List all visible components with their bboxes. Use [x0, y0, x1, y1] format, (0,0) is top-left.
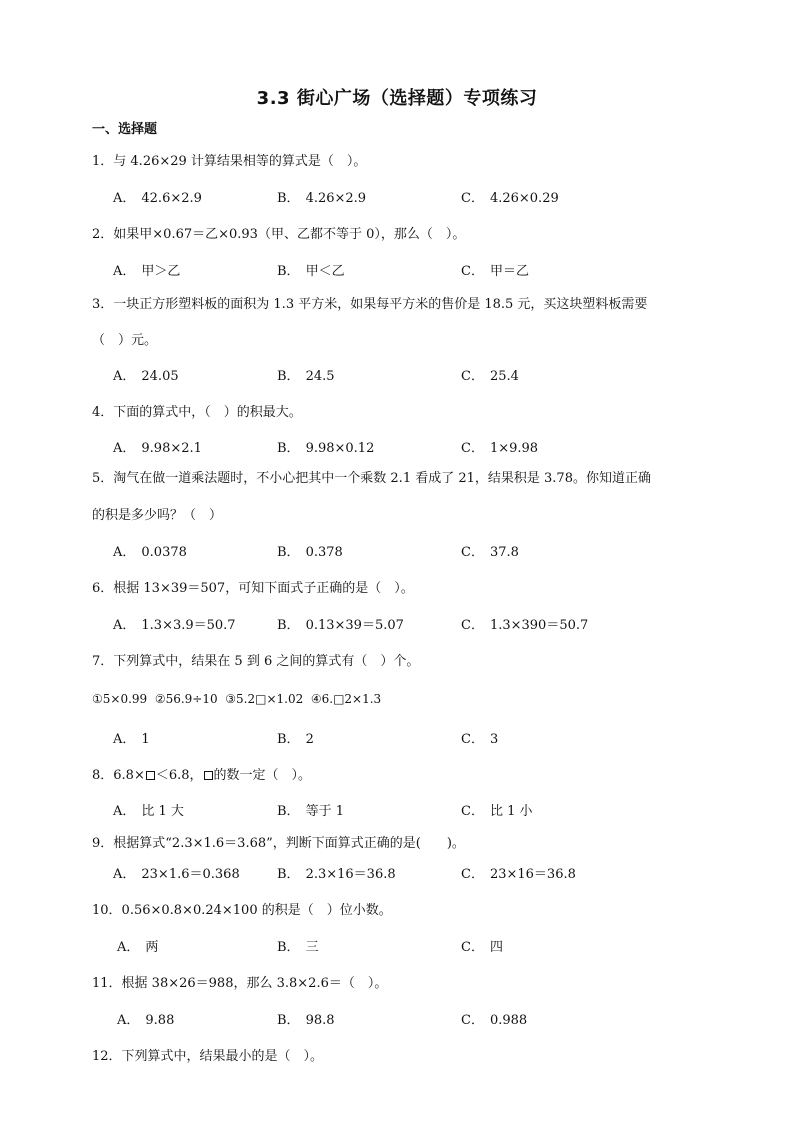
question-number: 9．	[92, 836, 114, 851]
option-letter: A．	[113, 545, 136, 560]
question-number: 5．	[92, 471, 114, 486]
question-number: 11．	[92, 976, 122, 991]
option-b[interactable]	[277, 800, 344, 819]
option-a[interactable]	[113, 863, 240, 882]
option-text: 等于 1	[305, 804, 344, 819]
question-11	[92, 972, 387, 991]
option-letter: B．	[277, 804, 300, 819]
question-number: 12．	[92, 1049, 122, 1064]
option-text: 0.0378	[141, 545, 187, 560]
question-number: 2．	[92, 227, 114, 242]
question-text: 下列算式中，结果最小的是（ ）。	[121, 1049, 324, 1064]
question-text: 根据 13×39＝507，可知下面式子正确的是（ ）。	[113, 581, 414, 596]
option-text: 四	[489, 940, 503, 955]
question-number: 8．	[92, 768, 114, 783]
option-c[interactable]	[461, 863, 576, 882]
question-text: 根据 38×26＝988，那么 3.8×2.6＝（ ）。	[121, 976, 388, 991]
option-c[interactable]	[461, 187, 559, 206]
option-b[interactable]	[277, 541, 343, 560]
option-a[interactable]	[113, 800, 184, 819]
option-text: 三	[305, 940, 319, 955]
option-a[interactable]	[113, 365, 179, 384]
option-a[interactable]	[117, 936, 158, 955]
option-c[interactable]	[461, 936, 503, 955]
option-letter: C．	[461, 618, 484, 633]
option-text: 0.13×39＝5.07	[305, 618, 404, 633]
option-letter: A．	[117, 1013, 140, 1028]
option-b[interactable]	[277, 365, 335, 384]
question-6	[92, 577, 414, 596]
option-letter: B．	[277, 940, 300, 955]
option-text: 1	[141, 732, 150, 747]
question-5	[92, 467, 651, 486]
option-c[interactable]	[461, 728, 498, 747]
question-9	[92, 832, 465, 851]
option-letter: C．	[461, 940, 484, 955]
option-letter: A．	[113, 191, 136, 206]
option-text: 23×16＝36.8	[489, 867, 576, 882]
question-10	[92, 899, 392, 918]
option-text: 甲＝乙	[489, 264, 529, 279]
option-b[interactable]	[277, 187, 366, 206]
option-b[interactable]	[277, 614, 404, 633]
option-text: 9.88	[145, 1013, 175, 1028]
question-text: 与 4.26×29 计算结果相等的算式是（ ）。	[113, 154, 367, 169]
expression-item-3: ③5.2□×1.02	[225, 692, 304, 706]
question-number: 4．	[92, 405, 114, 420]
option-c[interactable]	[461, 437, 538, 456]
option-letter: A．	[113, 618, 136, 633]
option-letter: B．	[277, 545, 300, 560]
option-letter: B．	[277, 618, 300, 633]
question-text: 根据算式“2.3×1.6＝3.68”，判断下面算式正确的是( )。	[113, 836, 465, 851]
question-text: 如果甲×0.67＝乙×0.93（甲、乙都不等于 0），那么（ ）。	[113, 227, 466, 242]
expression-list	[92, 692, 381, 706]
option-letter: C．	[461, 441, 484, 456]
option-b[interactable]	[277, 437, 374, 456]
option-text: 甲＜乙	[305, 264, 345, 279]
option-text: 24.05	[141, 369, 179, 384]
option-b[interactable]	[277, 863, 396, 882]
question-8	[92, 764, 311, 783]
option-b[interactable]	[277, 1009, 335, 1028]
option-text: 25.4	[489, 369, 519, 384]
option-letter: C．	[461, 545, 484, 560]
option-b[interactable]	[277, 728, 314, 747]
option-text: 1.3×390＝50.7	[489, 618, 589, 633]
question-1	[92, 150, 366, 169]
option-c[interactable]	[461, 1009, 527, 1028]
question-number: 10．	[92, 903, 122, 918]
option-b[interactable]	[277, 260, 345, 279]
option-letter: A．	[113, 264, 136, 279]
option-a[interactable]	[113, 541, 187, 560]
question-2	[92, 223, 465, 242]
question-text-part: ＜6.8，	[155, 768, 203, 783]
option-text: 比 1 小	[489, 804, 533, 819]
question-text-part: 的数一定（ ）。	[213, 768, 312, 783]
question-number: 3．	[92, 297, 114, 312]
option-b[interactable]	[277, 936, 319, 955]
option-text: 0.378	[305, 545, 343, 560]
option-text: 24.5	[305, 369, 335, 384]
option-text: 4.26×0.29	[489, 191, 559, 206]
option-c[interactable]	[461, 800, 533, 819]
option-c[interactable]	[461, 260, 529, 279]
question-5-continued: 的积是多少吗？（ ）	[92, 508, 223, 523]
blank-square-icon	[204, 771, 213, 780]
option-letter: A．	[117, 940, 140, 955]
expression-item-4: ④6.□2×1.3	[310, 692, 382, 706]
option-text: 2.3×16＝36.8	[305, 867, 396, 882]
option-a[interactable]	[113, 260, 180, 279]
option-text: 98.8	[305, 1013, 335, 1028]
question-text: 淘气在做一道乘法题时，不小心把其中一个乘数 2.1 看成了 21，结果积是 3.78。你知道正确	[113, 471, 651, 486]
option-text: 9.98×2.1	[141, 441, 202, 456]
option-text: 3	[489, 732, 499, 747]
question-12	[92, 1045, 323, 1064]
option-letter: C．	[461, 1013, 484, 1028]
option-text: 9.98×0.12	[305, 441, 375, 456]
option-letter: B．	[277, 441, 300, 456]
option-c[interactable]	[461, 365, 519, 384]
option-c[interactable]	[461, 614, 588, 633]
option-letter: B．	[277, 369, 300, 384]
question-text: 0.56×0.8×0.24×100 的积是（ ）位小数。	[121, 903, 392, 918]
question-4	[92, 401, 302, 420]
option-letter: C．	[461, 369, 484, 384]
option-letter: A．	[113, 732, 136, 747]
question-text: 一块正方形塑料板的面积为 1.3 平方米，如果每平方米的售价是 18.5 元，买这块塑料板需要	[113, 297, 648, 312]
option-text: 2	[305, 732, 314, 747]
option-a[interactable]	[113, 728, 150, 747]
option-letter: B．	[277, 264, 300, 279]
question-3-continued: （ ）元。	[92, 333, 158, 348]
option-a[interactable]	[113, 614, 236, 633]
option-text: 4.26×2.9	[305, 191, 367, 206]
option-text: 1×9.98	[489, 441, 539, 456]
option-letter: A．	[113, 369, 136, 384]
expression-item-1: ①5×0.99	[92, 692, 148, 706]
blank-square-icon	[146, 771, 155, 780]
option-letter: C．	[461, 804, 484, 819]
option-text: 甲＞乙	[141, 264, 181, 279]
question-text-part: 6.8×	[113, 768, 145, 783]
option-letter: B．	[277, 1013, 300, 1028]
question-7	[92, 650, 419, 669]
section-heading: 一、选择题	[92, 122, 158, 137]
question-text: 下面的算式中，（ ）的积最大。	[113, 405, 302, 420]
option-letter: A．	[113, 804, 136, 819]
option-letter: A．	[113, 441, 136, 456]
option-letter: B．	[277, 732, 300, 747]
question-number: 7．	[92, 654, 114, 669]
question-3	[92, 293, 647, 312]
option-letter: C．	[461, 264, 484, 279]
option-letter: C．	[461, 867, 484, 882]
option-text: 37.8	[489, 545, 519, 560]
question-text: 下列算式中，结果在 5 到 6 之间的算式有（ ）个。	[113, 654, 420, 669]
option-a[interactable]	[113, 187, 202, 206]
option-text: 比 1 大	[141, 804, 184, 819]
page-title: 3.3 街心广场（选择题）专项练习	[256, 88, 538, 109]
option-letter: C．	[461, 732, 484, 747]
option-text: 两	[145, 940, 159, 955]
option-text: 42.6×2.9	[141, 191, 202, 206]
option-a[interactable]	[117, 1009, 174, 1028]
option-letter: C．	[461, 191, 484, 206]
question-number: 6．	[92, 581, 114, 596]
option-c[interactable]	[461, 541, 519, 560]
option-letter: B．	[277, 191, 300, 206]
option-text: 23×1.6＝0.368	[141, 867, 240, 882]
option-a[interactable]	[113, 437, 202, 456]
question-number: 1．	[92, 154, 114, 169]
expression-item-2: ②56.9÷10	[154, 692, 218, 706]
option-text: 0.988	[489, 1013, 528, 1028]
option-letter: A．	[113, 867, 136, 882]
option-letter: B．	[277, 867, 300, 882]
option-text: 1.3×3.9＝50.7	[141, 618, 236, 633]
